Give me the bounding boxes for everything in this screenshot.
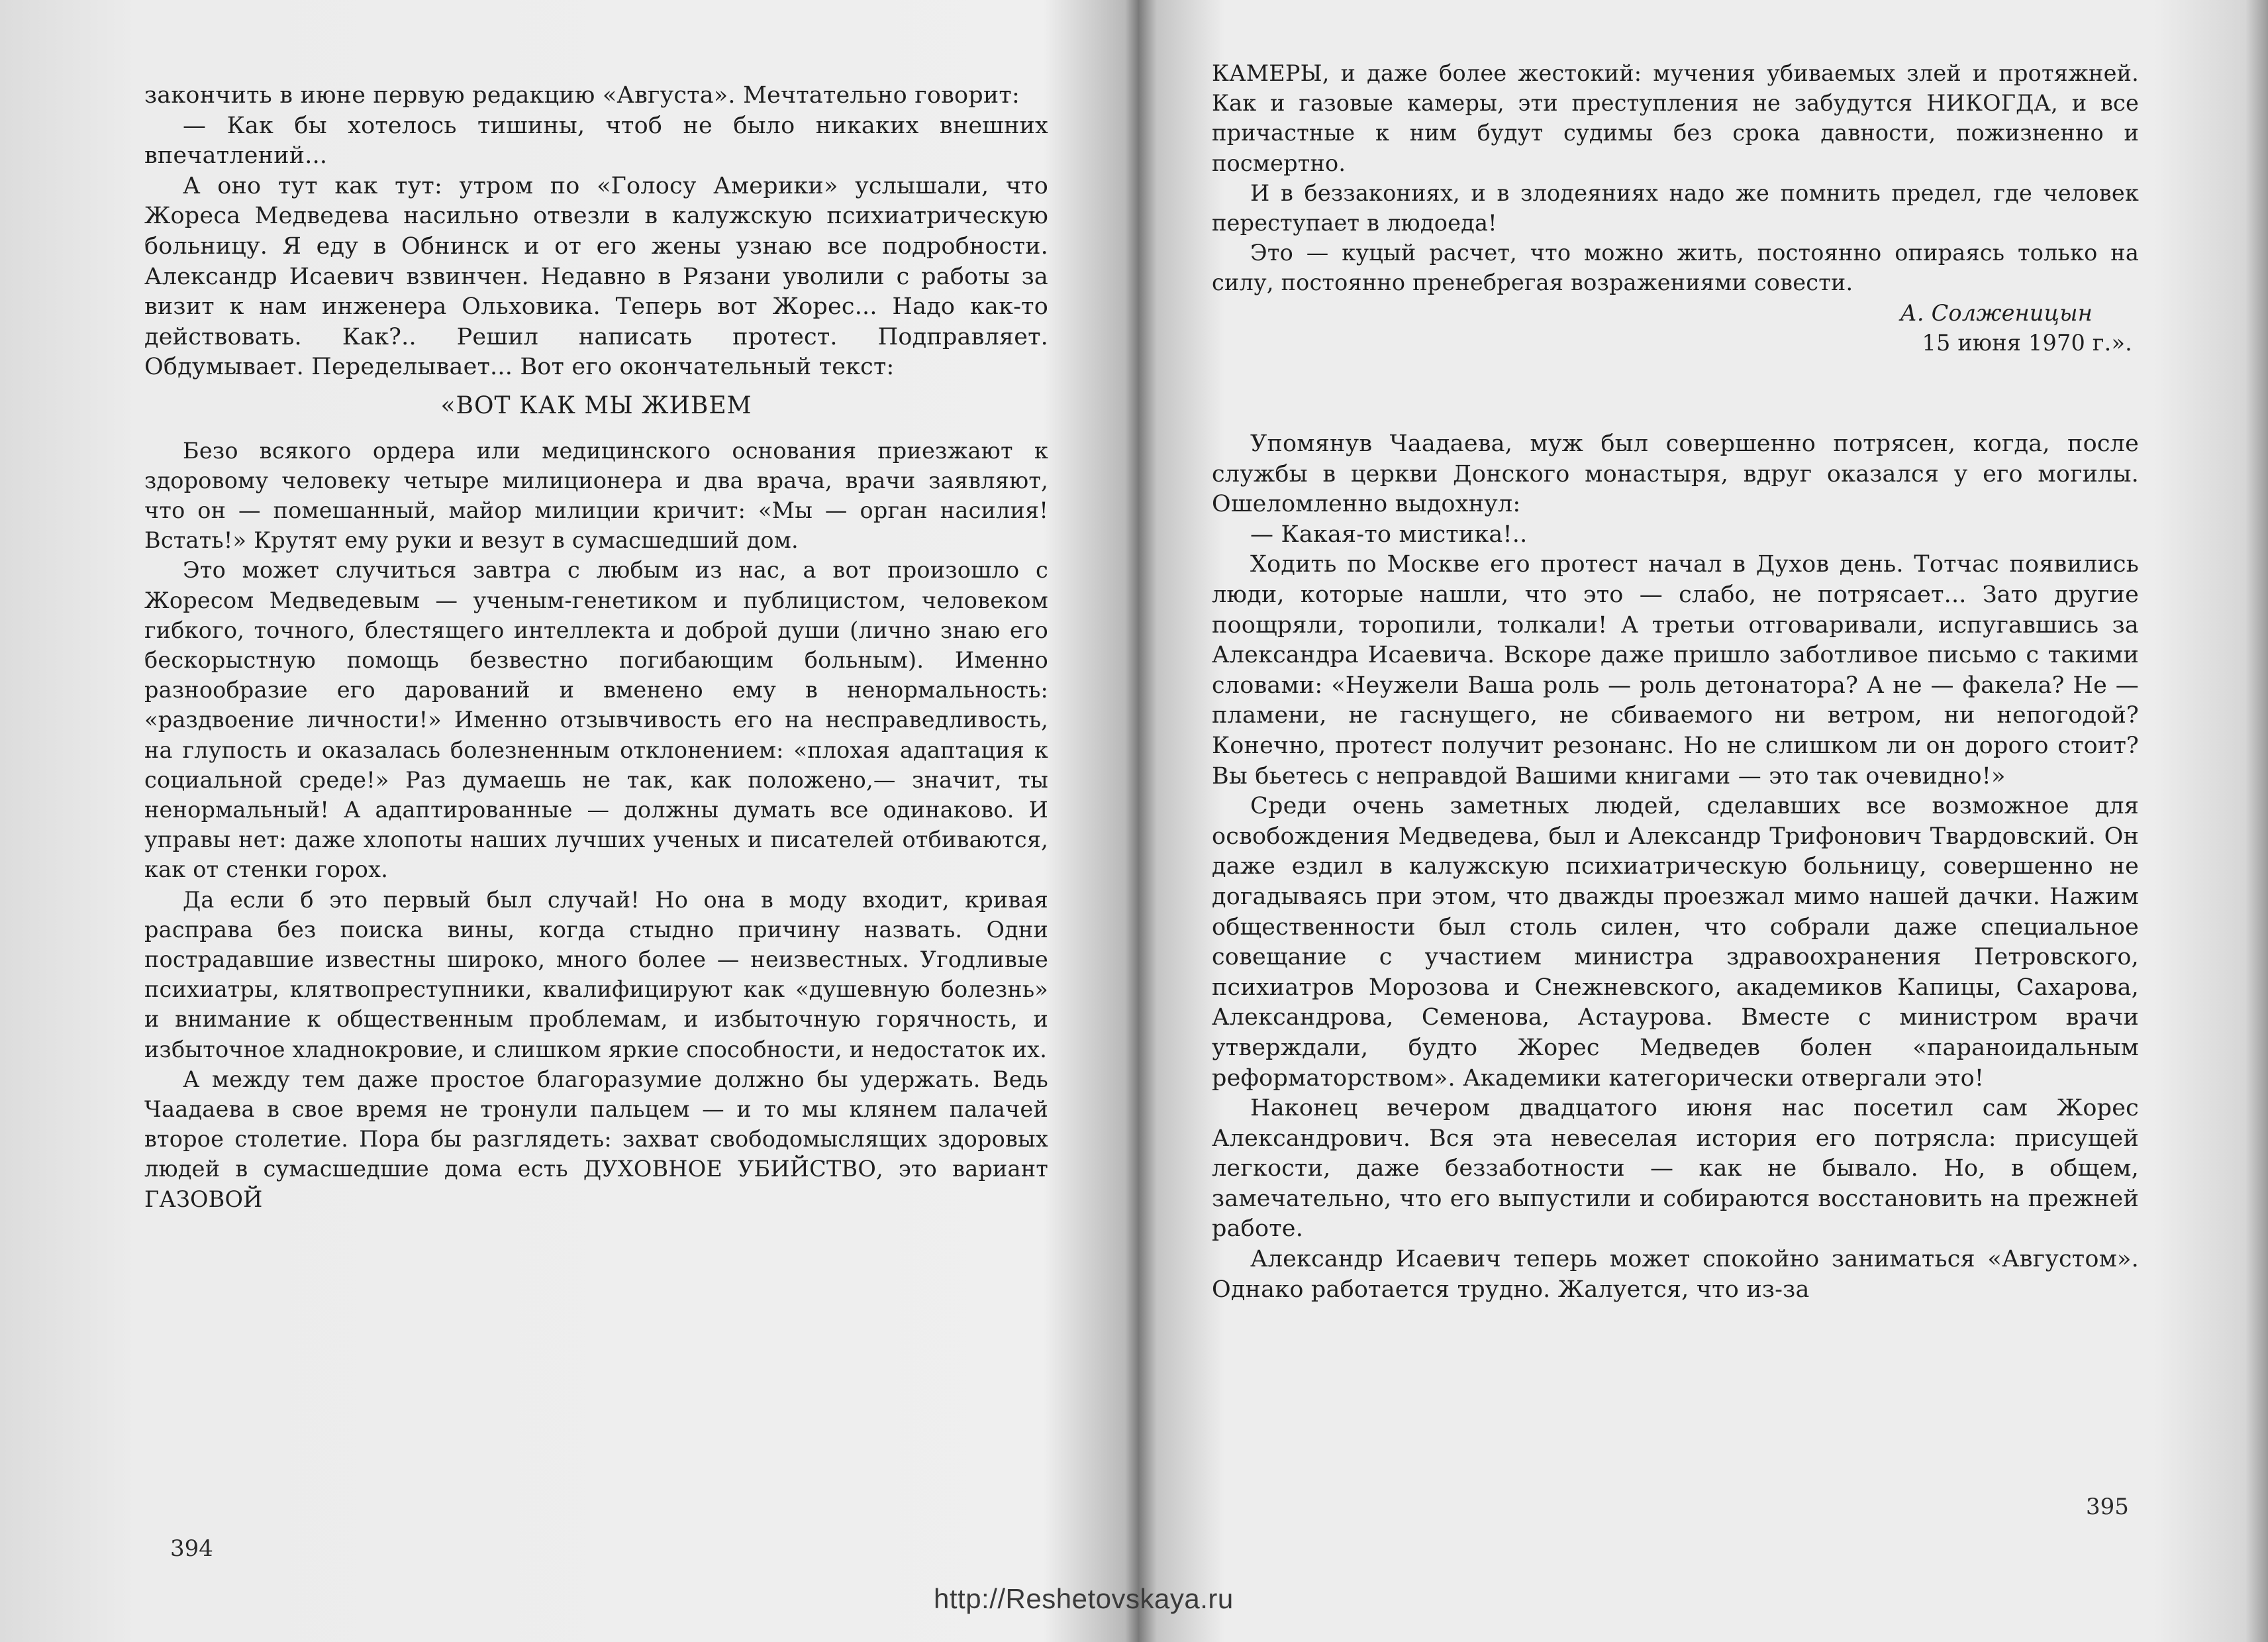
letter-paragraph: Это может случиться завтра с любым из нас, а вот произошло с Жоресом Медведевым — ученым-генетиком и публицистом, человеком гибкого, точного, блестящего интеллекта и доброй души (лично знаю его бескорыстную помощь безвестно погибающим больным). Именно разнообразие его дарований и вменено ему в ненормальность: «раздвоение личности!» Именно отзывчивость его на несправедливость, на глупость и оказалась болезненным отклонением: «плохая адаптация к социальной среде!» Раз думаешь не так, как положено,— значит, ты ненормальный! А адаптированные — должны думать все одинаково. И управы нет: даже хлопоты наших лучших ученых и писателей отбиваются, как от стенки горох. [144, 557, 1048, 883]
letter-paragraph: Это — куцый расчет, что можно жить, постоянно опираясь только на силу, постоянно пренебрегая возражениями совести. [1212, 240, 2139, 296]
paragraph: Упомянув Чаадаева, муж был совершенно потрясен, когда, после службы в церкви Донского монастыря, вдруг оказался у его могилы. Ошеломленно выдохнул: [1212, 431, 2139, 518]
watermark-url: http://Reshetovskaya.ru [934, 1583, 1234, 1614]
paragraph: А оно тут как тут: утром по «Голосу Америки» услышали, что Жореса Медведева насильно отвезли в калужскую психиатрическую больницу. Я еду в Обнинск и от его жены узнаю все подробности. Александр Исаевич взвинчен. Недавно в Рязани уволили с работы за визит к нам инженера Ольховика. Теперь вот Жорес... Надо как-то действовать. Как?.. Решил написать протест. Подправляет. Обдумывает. Переделывает... Вот его окончательный текст: [144, 172, 1048, 381]
paragraph: Наконец вечером двадцатого июня нас посетил сам Жорес Александрович. Вся эта невеселая история его потрясла: присущей легкости, даже беззаботности — как не бывало. Но, в общем, замечательно, что его выпустили и собираются восстановить на прежней работе. [1212, 1095, 2139, 1243]
left-page [0, 0, 1119, 1642]
paragraph: закончить в июне первую редакцию «Августа». Мечтательно говорит: [144, 82, 1020, 109]
paragraph: Ходить по Москве его протест начал в Духов день. Тотчас появились люди, которые нашли, что это — слабо, не потрясает... Зато другие поощряли, торопили, толкали! А третьи отговаривали, испугавшись за Александра Исаевича. Вскоре даже пришло заботливое письмо с такими словами: «Неужели Ваша роль — роль детонатора? А не — факела? Не — пламени, не гаснущего, не сбиваемого ни ветром, ни непогодой? Конечно, протест получит резонанс. Но не слишком ли он дорого стоит? Вы бьетесь с неправдой Вашими книгами — это так очевидно!» [1212, 551, 2139, 790]
paragraph: — Как бы хотелось тишины, чтоб не было никаких внешних впечатлений... [144, 112, 1048, 170]
letter-date: 15 июня 1970 г.». [1922, 329, 2132, 356]
letter-paragraph: Безо всякого ордера или медицинского основания приезжают к здоровому человеку четыре милиционера и два врача, врачи заявляют, что он — помешанный, майор милиции кричит: «Мы — орган насилия! Встать!» Крутят ему руки и везут в сумасшедший дом. [144, 437, 1048, 554]
right-page [1126, 0, 2268, 1642]
letter-signature: А. Солженицын [1900, 299, 2093, 326]
page-number: 394 [170, 1535, 213, 1562]
letter-heading: «ВОТ КАК МЫ ЖИВЕМ [440, 391, 752, 419]
letter-paragraph: КАМЕРЫ, и даже более жестокий: мучения убиваемых злей и протяжней. Как и газовые камеры, эти преступления не забудутся НИКОГДА, и все причастные к ним будут судимы без срока давности, пожизненно и посмертно. [1212, 60, 2139, 176]
paragraph: Среди очень заметных людей, сделавших все возможное для освобождения Медведева, был и Александр Трифонович Твардовский. Он даже ездил в калужскую психиатрическую больницу, совершенно не догадываясь при этом, что дважды проезжал мимо нашей дачки. Нажим общественности был столь силен, что собрали даже специальное совещание с участием министра здравоохранения Петровского, психиатров Морозова и Снежневского, академиков Капицы, Сахарова, Александрова, Семенова, Астаурова. Вместе с министром врачи утверждали, будто Жорес Медведев болен «параноидальным реформаторством». Академики категорически отвергали это! [1212, 793, 2139, 1092]
page-number: 395 [2086, 1494, 2129, 1520]
letter-paragraph: И в беззакониях, и в злодеяниях надо же помнить предел, где человек переступает в людоеда! [1212, 180, 2139, 236]
letter-paragraph: Да если б это первый был случай! Но она в моду входит, кривая расправа без поиска вины, когда стыдно причину назвать. Одни пострадавшие известны широко, много более — неизвестных. Угодливые психиатры, клятвопреступники, квалифицируют как «душевную болезнь» и внимание к общественным проблемам, и избыточную горячность, и избыточное хладнокровие, и слишком яркие способности, и недостаток их. [144, 886, 1048, 1062]
section-gap [1212, 358, 2139, 429]
paragraph: — Какая-то мистика!.. [1250, 521, 1528, 548]
paragraph: Александр Исаевич теперь может спокойно заниматься «Августом». Однако работается трудно. Жалуется, что из-за [1212, 1246, 2139, 1303]
left-page-text [144, 81, 1048, 1214]
letter-paragraph: А между тем даже простое благоразумие должно бы удержать. Ведь Чаадаева в свое время не тронули пальцем — и то мы клянем палачей второе столетие. Пора бы разглядеть: захват свободомыслящих здоровых людей в сумасшедшие дома есть ДУХОВНОЕ УБИЙСТВО, это вариант ГАЗОВОЙ [144, 1066, 1048, 1212]
right-page-text [1212, 58, 2139, 1305]
